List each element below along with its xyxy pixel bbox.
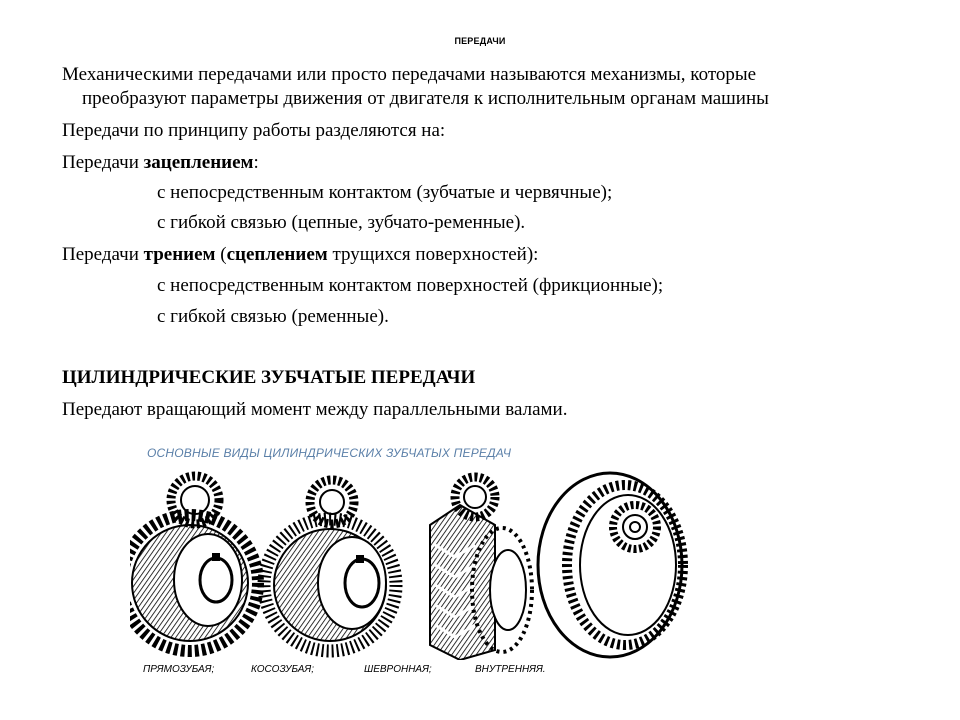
friction-middle: ( [215,244,227,265]
friction-prefix: Передачи [62,244,144,265]
friction-suffix: трущихся поверхностей): [327,244,539,265]
spur-gear-icon [130,476,258,651]
slide-title: ПЕРЕДАЧИ [454,36,506,46]
label-spur: ПРЯМОЗУБАЯ; [143,664,215,675]
friction-bold-2: сцеплением [226,244,328,265]
intro-line-1: Механическими передачами или просто передачами называются механизмы, которые [62,64,757,85]
herringbone-gear-icon [430,477,532,660]
friction-line [62,244,538,266]
friction-item-2: с гибкой связью (ременные). [157,306,389,327]
mesh-suffix: : [253,152,259,173]
principle-text: Передачи по принципу работы разделяются на: [62,120,446,141]
mesh-bold: зацеплением [143,152,254,173]
section-text: Передают вращающий момент между параллельными валами. [62,399,568,420]
intro-line-2: преобразуют параметры движения от двигателя к исполнительным органам машины [82,88,769,109]
figure-caption: ОСНОВНЫЕ ВИДЫ ЦИЛИНДРИЧЕСКИХ ЗУБЧАТЫХ ПЕРЕДАЧ [147,446,512,460]
helical-gear-icon [264,480,396,651]
friction-item-1: с непосредственным контактом поверхностей (фрикционные); [157,275,664,296]
section-heading: ЦИЛИНДРИЧЕСКИЕ ЗУБЧАТЫЕ ПЕРЕДАЧИ [62,367,476,388]
internal-gear-icon [538,473,683,657]
label-helical: КОСОЗУБАЯ; [251,664,314,675]
mesh-prefix: Передачи [62,152,144,173]
mesh-item-1: с непосредственным контактом (зубчатые и червячные); [157,182,613,203]
label-herringbone: ШЕВРОННАЯ; [364,664,432,675]
friction-bold-1: трением [143,244,216,265]
gear-illustrations [130,465,690,660]
mesh-item-2: с гибкой связью (цепные, зубчато-ременные). [157,212,526,233]
label-internal: ВНУТРЕННЯЯ. [475,664,546,675]
mesh-line [62,152,259,174]
